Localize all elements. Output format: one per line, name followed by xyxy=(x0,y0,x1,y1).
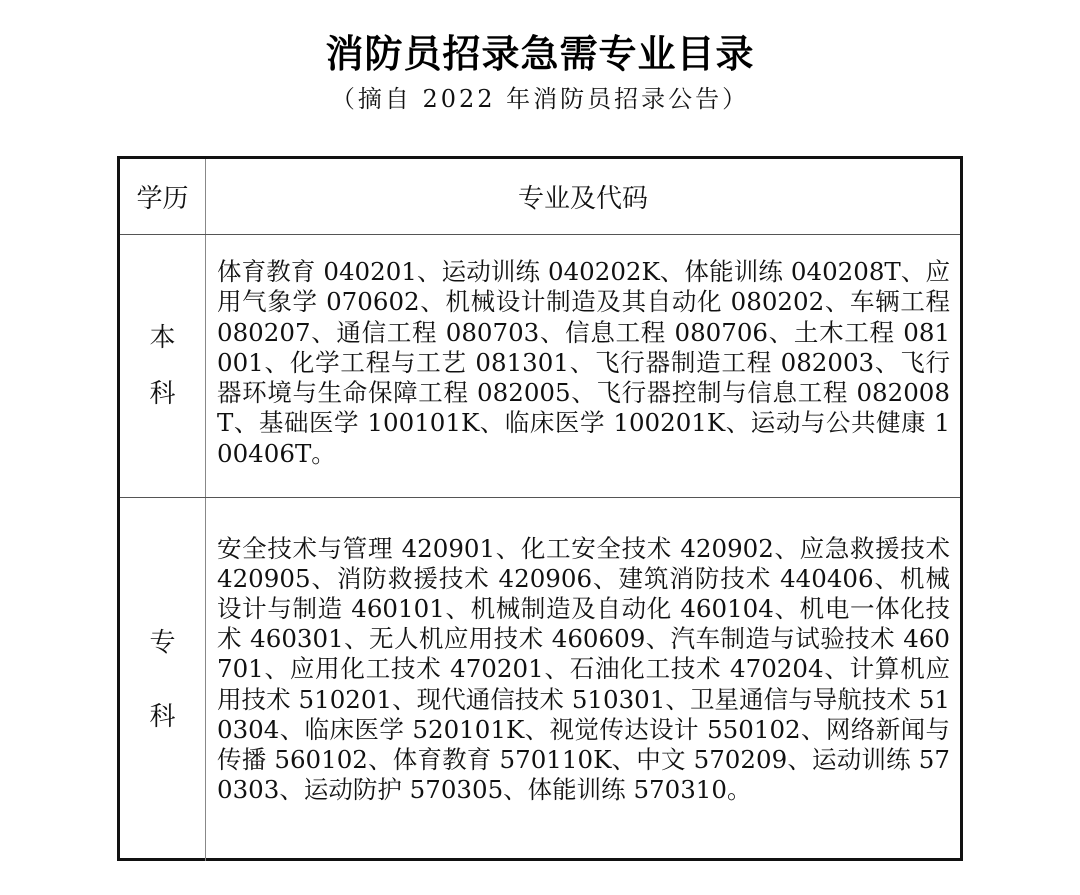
table-header-row xyxy=(120,159,960,235)
document-subtitle: （摘自 2022 年消防员招录公告） xyxy=(330,85,750,113)
table-row-associate xyxy=(120,498,960,861)
education-char: 专 xyxy=(149,627,176,658)
education-cell xyxy=(120,498,206,861)
majors-list-text: 体育教育 040201、运动训练 040202K、体能训练 040208T、应用气象学 070602、机械设计制造及其自动化 080202、车辆工程 080207、通信工程 080703、信息工程 080706、土木工程 081001、化学工程与工艺 081301、飞行器制造工程 082003、飞行器环境与生命保障工程 082005、飞行器控制与信息工程 082008T、基础医学 100101K、临床医学 100201K、运动与公共健康 100406T。 xyxy=(217,257,950,468)
majors-table xyxy=(117,156,963,861)
education-char: 本 xyxy=(149,323,176,353)
header-education: 学历 xyxy=(120,159,206,234)
education-char: 科 xyxy=(149,701,176,732)
education-char: 科 xyxy=(149,379,176,409)
education-label xyxy=(149,626,175,734)
header-majors: 专业及代码 xyxy=(517,184,648,214)
majors-list-text: 安全技术与管理 420901、化工安全技术 420902、应急救援技术 420905、消防救援技术 420906、建筑消防技术 440406、机械设计与制造 460101、机械制造及自动化 460104、机电一体化技术 460301、无人机应用技术 460609、汽车制造与试验技术 460701、应用化工技术 470201、石油化工技术 470204、计算机应用技术 510201、现代通信技术 510301、卫星通信与导航技术 510304、临床医学 520101K、视觉传达设计 550102、网络新闻与传播 560102、体育教育 570110K、中文 570209、运动训练 570303、运动防护 570305、体能训练 570310。 xyxy=(217,533,950,805)
table-row-undergraduate xyxy=(120,235,960,498)
document-title: 消防员招录急需专业目录 xyxy=(325,31,755,76)
education-label xyxy=(149,321,175,411)
majors-cell xyxy=(206,498,960,861)
majors-cell xyxy=(206,235,960,497)
education-cell xyxy=(120,235,206,497)
